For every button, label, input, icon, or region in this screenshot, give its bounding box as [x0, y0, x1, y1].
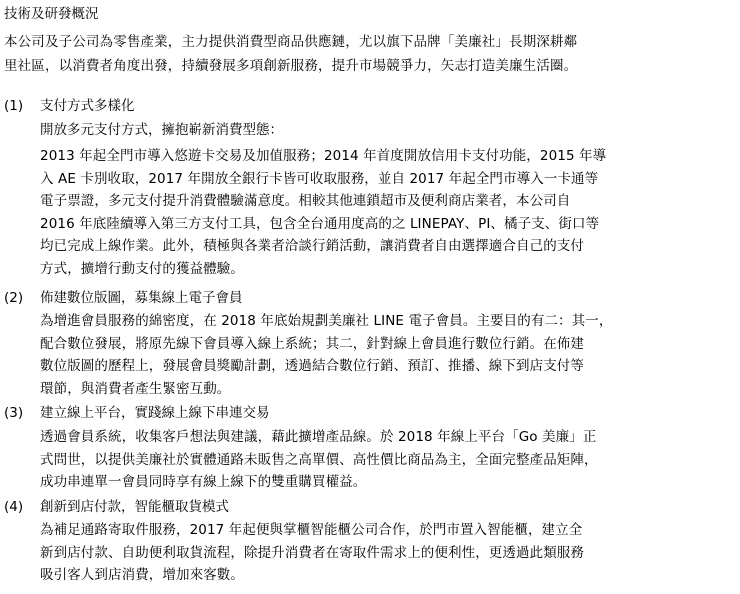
section-4-title: 創新到店付款，智能櫃取貨模式 [40, 499, 229, 515]
section-2-number: (2) [4, 290, 24, 306]
section-1-number: (1) [4, 98, 24, 114]
paragraph-line: 吸引客人到店消費，增加來客數。 [40, 567, 244, 583]
intro-line: 本公司及子公司為零售產業，主力提供消費型商品供應鏈，尤以旗下品牌「美廉社」長期深耕鄰 [4, 34, 578, 50]
paragraph-line: 入 AE 卡別收取，2017 年開放全銀行卡皆可收取服務，並自 2017 年起全門市導入一卡通等 [40, 170, 599, 187]
section-3-title: 建立線上平台，實踐線上線下串連交易 [40, 405, 270, 421]
section-1-title: 支付方式多樣化 [40, 98, 135, 114]
paragraph-line: 數位版圖的歷程上，發展會員獎勵計劃，透過結合數位行銷、預訂、推播、線下到店支付等 [40, 358, 584, 374]
intro-line: 里社區，以消費者角度出發，持續發展多項創新服務，提升市場競爭力，矢志打造美廉生活圈。 [4, 58, 578, 74]
paragraph-line: 均已完成上線作業。此外，積極與各業者洽談行銷活動，讓消費者自由選擇適合自己的支付 [40, 238, 584, 254]
intro-paragraph [4, 30, 738, 78]
paragraph-line: 電子票證，多元支付提升消費體驗滿意度。相較其他連鎖超市及便利商店業者，本公司自 [40, 193, 571, 209]
paragraph-line: 為增進會員服務的綿密度，在 2018 年底始規劃美廉社 LINE 電子會員。主要目的有二：其一， [40, 313, 613, 329]
paragraph-line: 為補足通路寄取件服務，2017 年起便與掌櫃智能櫃公司合作，於門市置入智能櫃，建立全 [40, 522, 583, 538]
section-heading: 技術及研發概況 [4, 6, 99, 22]
paragraph-line: 透過會員系統，收集客戶想法與建議，藉此擴增產品線。於 2018 年線上平台「Go 美廉」正 [40, 429, 597, 445]
paragraph-line: 配合數位發展，將原先線下會員導入線上系統；其二，針對線上會員進行數位行銷。在佈建 [40, 335, 584, 352]
section-3-number: (3) [4, 405, 24, 421]
paragraph-line: 成功串連單一會員同時享有線上線下的雙重購買權益。 [40, 474, 367, 490]
paragraph-line: 2013 年起全門市導入悠遊卡交易及加值服務；2014 年首度開放信用卡支付功能，2015 年導 [40, 148, 607, 164]
section-4-paragraph [40, 519, 736, 587]
section-1-paragraph [40, 145, 736, 280]
paragraph-line: 新到店付款、自助便利取貨流程，除提升消費者在寄取件需求上的便利性，更透過此類服務 [40, 544, 584, 561]
section-4-number: (4) [4, 499, 24, 515]
section-2-title: 佈建數位版圖，募集線上電子會員 [40, 290, 243, 306]
paragraph-line: 環節，與消費者產生緊密互動。 [40, 380, 231, 397]
paragraph-line: 方式，擴增行動支付的獲益體驗。 [40, 260, 244, 277]
section-3-paragraph [40, 426, 736, 494]
section-1-subtitle: 開放多元支付方式，擁抱嶄新消費型態： [40, 122, 283, 138]
paragraph-line: 式問世，以提供美廉社於實體通路未販售之高單價、高性價比商品為主，全面完整產品矩陣， [40, 451, 598, 468]
section-2-paragraph [40, 310, 736, 400]
paragraph-line: 2016 年底陸續導入第三方支付工具，包含全台通用度高的之 LINEPAY、PI、橘子支、街口等 [40, 215, 600, 232]
